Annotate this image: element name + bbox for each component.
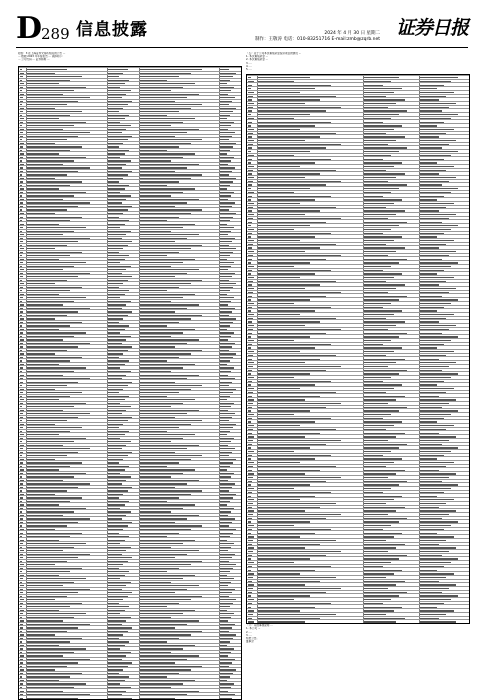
text-line: 附表：3 在上海证券交易所相关的公告 ... bbox=[18, 52, 66, 55]
text-line: 3. ... bbox=[246, 61, 252, 65]
section-title: 信息披露 bbox=[76, 20, 148, 40]
text-line: 1. 本次募集资金 ... bbox=[246, 55, 269, 59]
left-column bbox=[18, 52, 240, 62]
page-header bbox=[16, 11, 468, 46]
table-row bbox=[247, 619, 469, 623]
table-cell bbox=[220, 698, 232, 699]
text-line: 董事会 bbox=[246, 640, 254, 644]
table-cell bbox=[258, 621, 305, 622]
table-cell bbox=[248, 621, 254, 622]
table-cell bbox=[420, 621, 456, 622]
text-line: ... 根据 2023 年年度报告 ... 具体如下： bbox=[18, 55, 65, 59]
text-line: （六）其他事项说明 ... bbox=[246, 624, 273, 627]
edition-letter: D bbox=[16, 11, 43, 46]
editor-contact: 制作：王敬涛 电话：010-83251716 E-mail:zmb@zqrb.net bbox=[255, 37, 380, 42]
text-line: 2. ... bbox=[246, 630, 252, 634]
table-cell bbox=[108, 698, 132, 699]
table-cell bbox=[140, 698, 175, 699]
table-cell bbox=[364, 621, 396, 622]
text-line: ... 公司代码 ... 证券简称 ... bbox=[18, 58, 50, 62]
text-line: 特此公告。 bbox=[246, 637, 259, 641]
text-line: 5. ... bbox=[246, 68, 252, 72]
left-intro bbox=[18, 52, 240, 62]
header-rule bbox=[16, 47, 468, 48]
right-notes bbox=[246, 624, 468, 644]
left-disclosure-table bbox=[18, 66, 242, 700]
table-row bbox=[19, 695, 241, 699]
newspaper-masthead: 证券日报 bbox=[395, 17, 468, 39]
issue-date: 2024 年 4 月 30 日 星期二 bbox=[324, 31, 380, 36]
text-line: 4. ... bbox=[246, 64, 252, 68]
text-line: 2. 本次募集资金 ... bbox=[246, 58, 269, 62]
text-line: （五）关于公司本次募集资金投资项目的情况 ... bbox=[246, 52, 302, 55]
table-cell bbox=[20, 698, 23, 699]
page-number: 289 bbox=[41, 25, 70, 43]
right-intro bbox=[246, 52, 468, 71]
table-cell bbox=[27, 698, 78, 699]
text-line: 1. 本公司 ... bbox=[246, 627, 261, 631]
right-disclosure-table bbox=[246, 74, 470, 624]
right-column bbox=[246, 52, 468, 644]
text-line: 3. ... bbox=[246, 633, 252, 637]
